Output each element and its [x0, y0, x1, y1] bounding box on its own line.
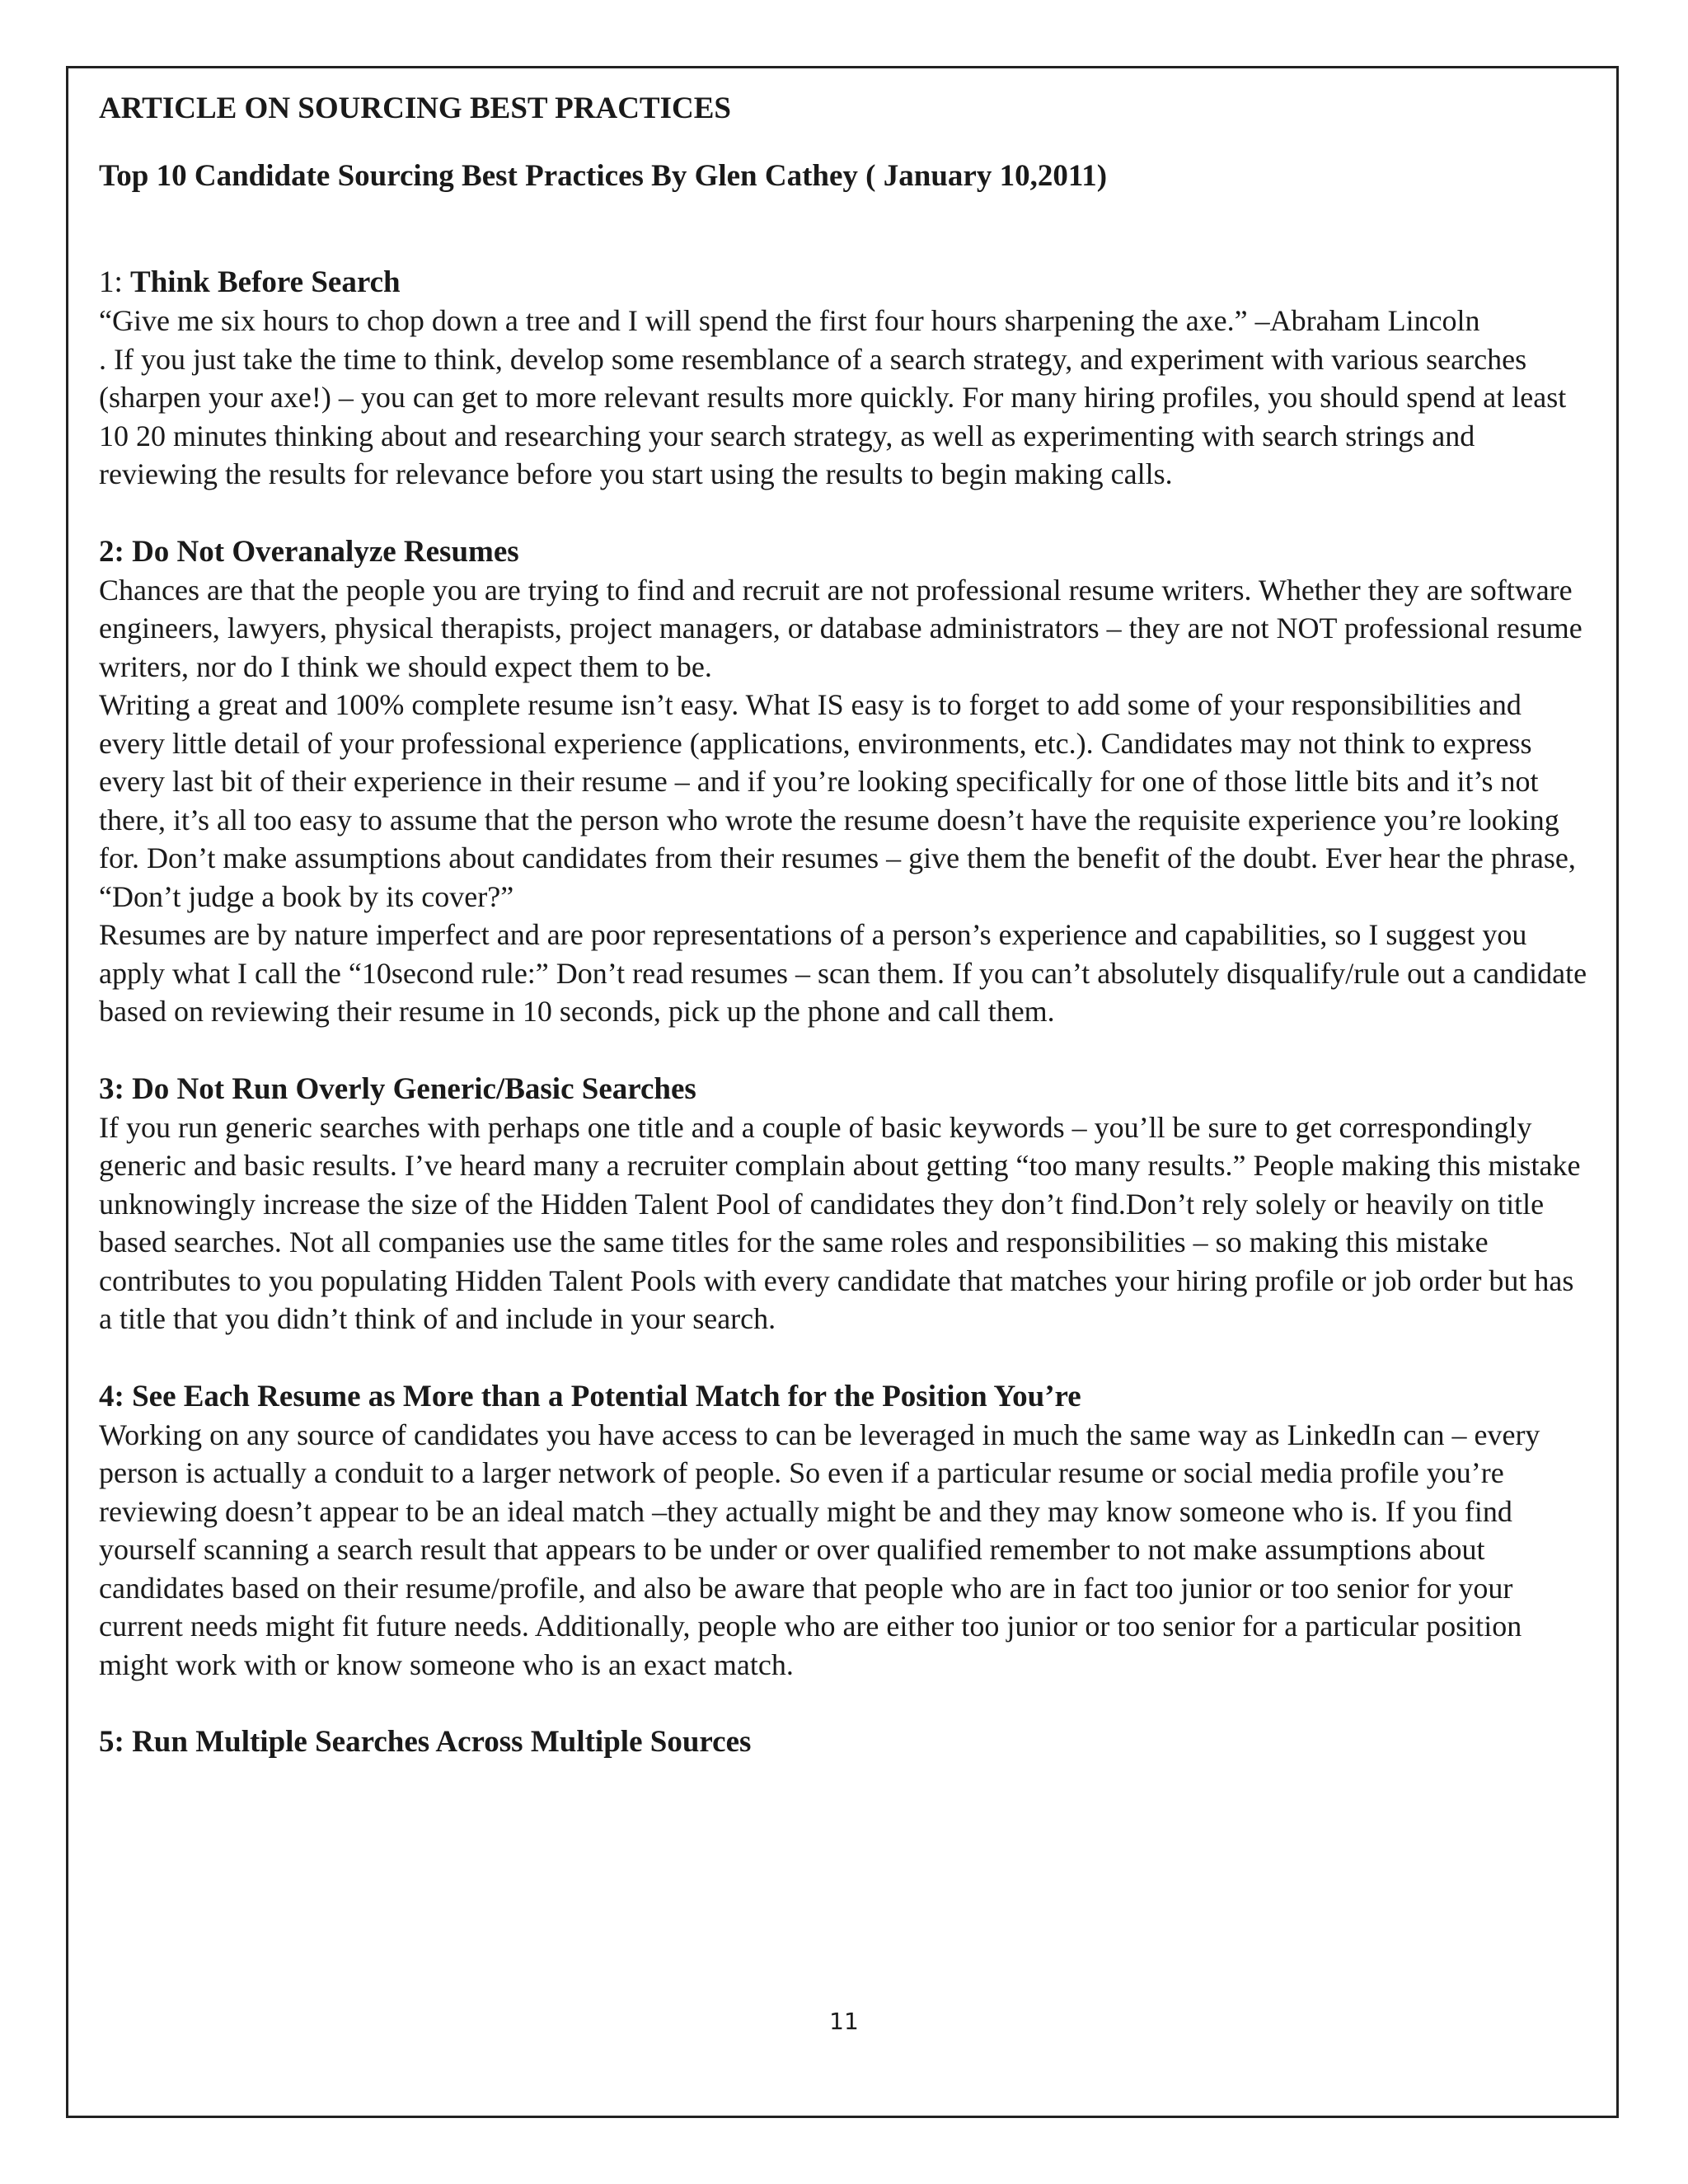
article-heading: ARTICLE ON SOURCING BEST PRACTICES	[99, 91, 731, 125]
section-title-text: 4: See Each Resume as More than a Potential Match for the Position You’re	[99, 1379, 1081, 1413]
section-4	[99, 1378, 1591, 1685]
paragraph: If you run generic searches with perhaps one title and a couple of basic keywords – you’ll be sure to get correspondingly generic and basic results. I’ve heard many a recruiter complain about getting “too many results.” People making this mistake unknowingly increase the size of the Hidden Talent Pool of candidates they don’t find.Don’t rely solely or heavily on title based searches. Not all companies use the same titles for the same roles and responsibilities – so making this mistake contributes to you populating Hidden Talent Pools with every candidate that matches your hiring profile or job order but has a title that you didn’t think of and include in your search.	[99, 1110, 1581, 1335]
paragraph: “Give me six hours to chop down a tree and I will spend the first four hours sharpening the axe.” –Abraham Lincoln	[99, 304, 1480, 337]
document-body	[99, 91, 1591, 1761]
article-subtitle: Top 10 Candidate Sourcing Best Practices By Glen Cathey ( January 10,2011)	[99, 159, 1108, 193]
paragraph: . If you just take the time to think, develop some resemblance of a search strategy, and experiment with various searches (sharpen your axe!) – you can get to more relevant results more quickly. For many hiring profiles, you should spend at least 10 20 minutes thinking about and researching your search strategy, as well as experimenting with search strings and reviewing the results for relevance before you start using the results to begin making calls.	[99, 342, 1567, 490]
section-title-text: 3: Do Not Run Overly Generic/Basic Searches	[99, 1071, 696, 1106]
page-number: 11	[829, 2008, 859, 2035]
section-title-text: 2: Do Not Overanalyze Resumes	[99, 534, 519, 569]
paragraph: Working on any source of candidates you have access to can be leveraged in much the same way as LinkedIn can – every person is actually a conduit to a larger network of people. So even if a particular resume or social media profile you’re reviewing doesn’t appear to be an ideal match –they actually might be and they may know someone who is. If you find yourself scanning a search result that appears to be under or over qualified remember to not make assumptions about candidates based on their resume/profile, and also be aware that people who are in fact too junior or too senior for your current needs might fit future needs. Additionally, people who are either too junior or too senior for a particular position might work with or know someone who is an exact match.	[99, 1418, 1540, 1681]
section-title	[99, 264, 1591, 302]
section-2	[99, 533, 1591, 1031]
section-title	[99, 533, 1591, 571]
section-title	[99, 1723, 1591, 1761]
paragraph: Resumes are by nature imperfect and are poor representations of a person’s experience and capabilities, so I suggest you apply what I call the “10second rule:” Don’t read resumes – scan them. If you can’t absolutely disqualify/rule out a candidate based on reviewing their resume in 10 seconds, pick up the phone and call them.	[99, 918, 1587, 1028]
section-title	[99, 1378, 1591, 1416]
section-3	[99, 1071, 1591, 1338]
section-title-text: 5: Run Multiple Searches Across Multiple Sources	[99, 1725, 752, 1759]
section-title	[99, 1071, 1591, 1108]
section-5	[99, 1723, 1591, 1761]
section-1	[99, 264, 1591, 494]
section-title-text: Think Before Search	[130, 265, 401, 299]
paragraph: Chances are that the people you are trying to find and recruit are not professional resume writers. Whether they are software engineers, lawyers, physical therapists, project managers, or database administrators – they are not NOT professional resume writers, nor do I think we should expect them to be.	[99, 573, 1582, 683]
paragraph: Writing a great and 100% complete resume isn’t easy. What IS easy is to forget to add some of your responsibilities and every little detail of your professional experience (applications, environments, etc.). Candidates may not think to express every last bit of their experience in their resume – and if you’re looking specifically for one of those little bits and it’s not there, it’s all too easy to assume that the person who wrote the resume doesn’t have the requisite experience you’re looking for. Don’t make assumptions about candidates from their resumes – give them the benefit of the doubt. Ever hear the phrase, “Don’t judge a book by its cover?”	[99, 688, 1576, 913]
section-number: 1:	[99, 265, 123, 299]
